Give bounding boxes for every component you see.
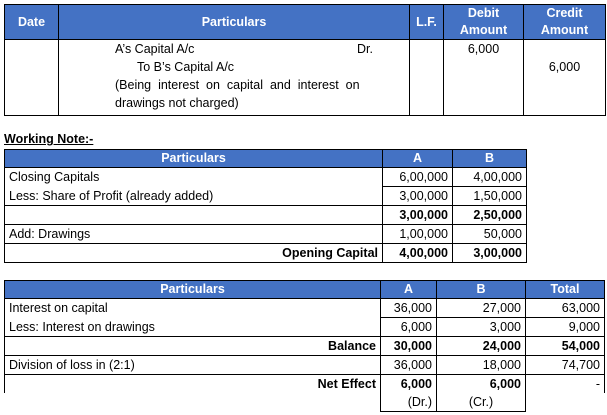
value-b: 3,00,000: [453, 244, 527, 263]
row-label: Less: Interest on drawings: [5, 318, 381, 337]
row-label: Less: Share of Profit (already added): [5, 187, 383, 206]
value-b: 27,000: [437, 299, 526, 318]
value-a: 4,00,000: [383, 244, 453, 263]
header-b: B: [437, 281, 526, 299]
value-total: -: [526, 375, 605, 394]
value-total: 54,000: [526, 337, 605, 356]
value-b: 24,000: [437, 337, 526, 356]
row-label: Division of loss in (2:1): [5, 356, 381, 375]
row-label: Closing Capitals: [5, 168, 383, 187]
value-a: 3,00,000: [383, 206, 453, 225]
table-row: [5, 168, 527, 187]
value-total: 9,000: [526, 318, 605, 337]
table-row: [5, 244, 527, 263]
value-total: 74,700: [526, 356, 605, 375]
interest-header-row: [5, 281, 605, 299]
header-total: Total: [526, 281, 605, 299]
row-label: [5, 393, 381, 412]
row-label: Balance: [5, 337, 381, 356]
value-b: 18,000: [437, 356, 526, 375]
value-b: 2,50,000: [453, 206, 527, 225]
value-a: 36,000: [381, 299, 437, 318]
header-date: Date: [5, 5, 59, 40]
header-a: A: [381, 281, 437, 299]
working-note-title: Working Note:-: [4, 132, 94, 146]
table-row: [5, 393, 605, 412]
value-a: 6,000: [381, 318, 437, 337]
value-b: 3,000: [437, 318, 526, 337]
header-particulars: Particulars: [5, 281, 381, 299]
debit-account: A’s Capital A/c: [115, 42, 195, 56]
row-label: Add: Drawings: [5, 225, 383, 244]
credit-amount: [524, 40, 606, 116]
value-b: 50,000: [453, 225, 527, 244]
header-lf: L.F.: [410, 5, 444, 40]
narration-line-1: (Being interest on capital and interest on: [115, 78, 360, 92]
debit-amount: 6,000: [444, 40, 524, 116]
value-b: (Cr.): [437, 393, 526, 412]
header-credit: Credit Amount: [524, 5, 606, 40]
journal-entry-row: [5, 40, 606, 116]
credit-amount-value: 6,000: [548, 60, 581, 74]
table-row: [5, 356, 605, 375]
row-label: Interest on capital: [5, 299, 381, 318]
header-debit: Debit Amount: [444, 5, 524, 40]
journal-entry-table: [4, 4, 606, 116]
credit-account: To B’s Capital A/c: [137, 60, 235, 74]
row-label: [5, 206, 383, 225]
table-row: [5, 318, 605, 337]
value-b: 1,50,000: [453, 187, 527, 206]
table-row: [5, 299, 605, 318]
value-b: 6,000: [437, 375, 526, 394]
value-a: 6,000: [381, 375, 437, 394]
capital-table: [4, 149, 527, 263]
table-row: [5, 187, 527, 206]
table-row: [5, 206, 527, 225]
journal-header-row: [5, 5, 606, 40]
table-row: [5, 225, 527, 244]
date-cell: [5, 40, 59, 116]
table-row: [5, 375, 605, 394]
value-total: [526, 393, 605, 412]
value-a: 6,00,000: [383, 168, 453, 187]
header-b: B: [453, 150, 527, 168]
dr-marker: Dr.: [357, 42, 373, 56]
value-total: 63,000: [526, 299, 605, 318]
narration-line-2: drawings not charged): [115, 96, 239, 110]
capital-header-row: [5, 150, 527, 168]
header-particulars: Particulars: [59, 5, 410, 40]
row-label: Net Effect: [5, 375, 381, 394]
interest-table: [4, 280, 605, 412]
value-a: 3,00,000: [383, 187, 453, 206]
debit-line: [115, 40, 373, 58]
particulars-cell: [59, 40, 410, 116]
row-label: Opening Capital: [5, 244, 383, 263]
value-a: 1,00,000: [383, 225, 453, 244]
table-row: [5, 337, 605, 356]
value-a: 30,000: [381, 337, 437, 356]
lf-cell: [410, 40, 444, 116]
value-a: 36,000: [381, 356, 437, 375]
value-a: (Dr.): [381, 393, 437, 412]
value-b: 4,00,000: [453, 168, 527, 187]
header-a: A: [383, 150, 453, 168]
header-particulars: Particulars: [5, 150, 383, 168]
